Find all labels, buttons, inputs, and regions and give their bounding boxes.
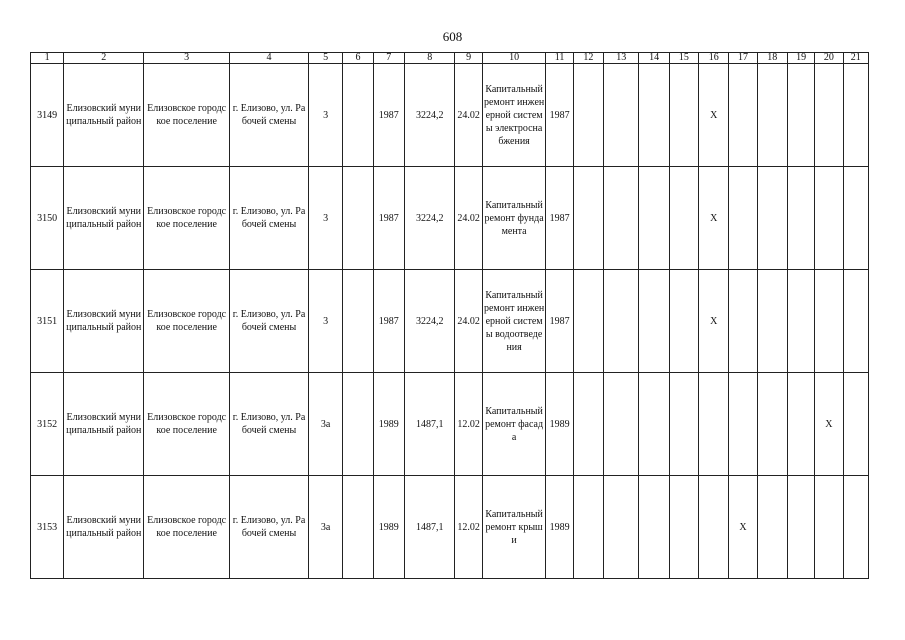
table-cell-col-15 [669, 64, 698, 167]
table-cell-col-8: 3224,2 [404, 167, 455, 270]
column-header: 21 [843, 53, 868, 64]
table-cell-col-15 [669, 270, 698, 373]
table-cell-col-9: 24.02 [455, 167, 482, 270]
table-cell-col-7: 1989 [373, 476, 404, 579]
table-cell-col-5: 3 [308, 270, 342, 373]
table-cell-col-2: Елизовский муниципальный район [64, 373, 144, 476]
table-cell-col-19 [787, 64, 814, 167]
table-cell-col-6 [343, 476, 373, 579]
table-cell-col-16: X [699, 167, 729, 270]
table-cell-col-4: г. Елизово, ул. Рабочей смены [230, 476, 309, 579]
table-cell-col-20 [815, 270, 843, 373]
table-cell-col-2: Елизовский муниципальный район [64, 64, 144, 167]
column-header: 8 [404, 53, 455, 64]
table-cell-col-18 [757, 373, 787, 476]
table-cell-col-9: 24.02 [455, 270, 482, 373]
column-header: 9 [455, 53, 482, 64]
table-cell-col-21 [843, 476, 868, 579]
table-cell-col-12 [573, 270, 603, 373]
table-cell-col-14 [639, 167, 669, 270]
table-cell-col-8: 3224,2 [404, 270, 455, 373]
column-header: 20 [815, 53, 843, 64]
table-cell-col-11: 1987 [546, 270, 573, 373]
table-cell-col-19 [787, 167, 814, 270]
table-cell-col-16 [699, 373, 729, 476]
table-cell-col-11: 1989 [546, 373, 573, 476]
column-header: 7 [373, 53, 404, 64]
table-cell-col-20: X [815, 373, 843, 476]
column-header: 10 [482, 53, 546, 64]
table-cell-col-5: 3 [308, 167, 342, 270]
column-header: 14 [639, 53, 669, 64]
table-cell-col-21 [843, 64, 868, 167]
column-header: 17 [729, 53, 757, 64]
table-cell-col-5: 3а [308, 476, 342, 579]
table-cell-col-13 [604, 270, 639, 373]
table-cell-col-10: Капитальный ремонт фасада [482, 373, 546, 476]
table-cell-col-10: Капитальный ремонт фундамента [482, 167, 546, 270]
table-cell-col-2: Елизовский муниципальный район [64, 270, 144, 373]
table-cell-col-11: 1989 [546, 476, 573, 579]
table-cell-col-7: 1987 [373, 270, 404, 373]
table-cell-col-5: 3 [308, 64, 342, 167]
column-header: 13 [604, 53, 639, 64]
table-cell-col-16: X [699, 64, 729, 167]
table-cell-col-1: 3152 [31, 373, 64, 476]
column-header: 11 [546, 53, 573, 64]
table-cell-col-17: X [729, 476, 757, 579]
table-cell-col-16: X [699, 270, 729, 373]
table-cell-col-17 [729, 167, 757, 270]
table-cell-col-6 [343, 373, 373, 476]
table-cell-col-4: г. Елизово, ул. Рабочей смены [230, 270, 309, 373]
table-cell-col-3: Елизовское городское поселение [144, 64, 230, 167]
table-cell-col-21 [843, 270, 868, 373]
table-cell-col-3: Елизовское городское поселение [144, 476, 230, 579]
table-cell-col-20 [815, 64, 843, 167]
table-cell-col-4: г. Елизово, ул. Рабочей смены [230, 373, 309, 476]
table-cell-col-9: 24.02 [455, 64, 482, 167]
table-cell-col-20 [815, 167, 843, 270]
table-cell-col-10: Капитальный ремонт крыши [482, 476, 546, 579]
table-row [31, 64, 869, 167]
table-cell-col-15 [669, 373, 698, 476]
table-cell-col-1: 3151 [31, 270, 64, 373]
table-cell-col-8: 1487,1 [404, 373, 455, 476]
table-cell-col-15 [669, 476, 698, 579]
column-number-row [31, 53, 869, 64]
table-cell-col-4: г. Елизово, ул. Рабочей смены [230, 167, 309, 270]
table-cell-col-3: Елизовское городское поселение [144, 167, 230, 270]
table-cell-col-18 [757, 64, 787, 167]
table-cell-col-17 [729, 64, 757, 167]
table-cell-col-18 [757, 476, 787, 579]
column-header: 6 [343, 53, 373, 64]
table-cell-col-11: 1987 [546, 167, 573, 270]
column-header: 3 [144, 53, 230, 64]
table-cell-col-14 [639, 64, 669, 167]
table-cell-col-17 [729, 270, 757, 373]
table-cell-col-3: Елизовское городское поселение [144, 270, 230, 373]
table-cell-col-12 [573, 476, 603, 579]
table-cell-col-19 [787, 373, 814, 476]
table-cell-col-18 [757, 270, 787, 373]
registry-body [31, 53, 869, 579]
table-cell-col-13 [604, 476, 639, 579]
table-cell-col-13 [604, 64, 639, 167]
table-cell-col-12 [573, 373, 603, 476]
column-header: 1 [31, 53, 64, 64]
column-header: 5 [308, 53, 342, 64]
table-row [31, 476, 869, 579]
table-cell-col-5: 3а [308, 373, 342, 476]
table-row [31, 373, 869, 476]
column-header: 18 [757, 53, 787, 64]
column-header: 19 [787, 53, 814, 64]
table-cell-col-9: 12.02 [455, 373, 482, 476]
table-cell-col-8: 1487,1 [404, 476, 455, 579]
table-cell-col-17 [729, 373, 757, 476]
table-cell-col-3: Елизовское городское поселение [144, 373, 230, 476]
table-cell-col-2: Елизовский муниципальный район [64, 167, 144, 270]
table-cell-col-10: Капитальный ремонт инженерной системы водоотведения [482, 270, 546, 373]
table-cell-col-6 [343, 167, 373, 270]
table-cell-col-18 [757, 167, 787, 270]
table-cell-col-21 [843, 167, 868, 270]
table-cell-col-14 [639, 476, 669, 579]
table-row [31, 270, 869, 373]
table-cell-col-6 [343, 270, 373, 373]
table-cell-col-8: 3224,2 [404, 64, 455, 167]
table-cell-col-10: Капитальный ремонт инженерной системы электроснабжения [482, 64, 546, 167]
column-header: 15 [669, 53, 698, 64]
table-cell-col-9: 12.02 [455, 476, 482, 579]
table-cell-col-20 [815, 476, 843, 579]
table-cell-col-12 [573, 167, 603, 270]
column-header: 12 [573, 53, 603, 64]
table-cell-col-7: 1987 [373, 64, 404, 167]
table-row [31, 167, 869, 270]
page-number: 608 [442, 29, 463, 44]
table-cell-col-7: 1987 [373, 167, 404, 270]
table-cell-col-12 [573, 64, 603, 167]
table-cell-col-7: 1989 [373, 373, 404, 476]
column-header: 4 [230, 53, 309, 64]
table-cell-col-21 [843, 373, 868, 476]
column-header: 16 [699, 53, 729, 64]
table-cell-col-1: 3153 [31, 476, 64, 579]
table-cell-col-14 [639, 373, 669, 476]
table-cell-col-13 [604, 167, 639, 270]
table-cell-col-19 [787, 270, 814, 373]
table-cell-col-11: 1987 [546, 64, 573, 167]
table-cell-col-19 [787, 476, 814, 579]
table-cell-col-4: г. Елизово, ул. Рабочей смены [230, 64, 309, 167]
registry-table [30, 52, 869, 579]
table-cell-col-2: Елизовский муниципальный район [64, 476, 144, 579]
table-cell-col-15 [669, 167, 698, 270]
table-cell-col-1: 3149 [31, 64, 64, 167]
table-cell-col-14 [639, 270, 669, 373]
table-cell-col-13 [604, 373, 639, 476]
table-cell-col-6 [343, 64, 373, 167]
column-header: 2 [64, 53, 144, 64]
table-cell-col-1: 3150 [31, 167, 64, 270]
table-cell-col-16 [699, 476, 729, 579]
